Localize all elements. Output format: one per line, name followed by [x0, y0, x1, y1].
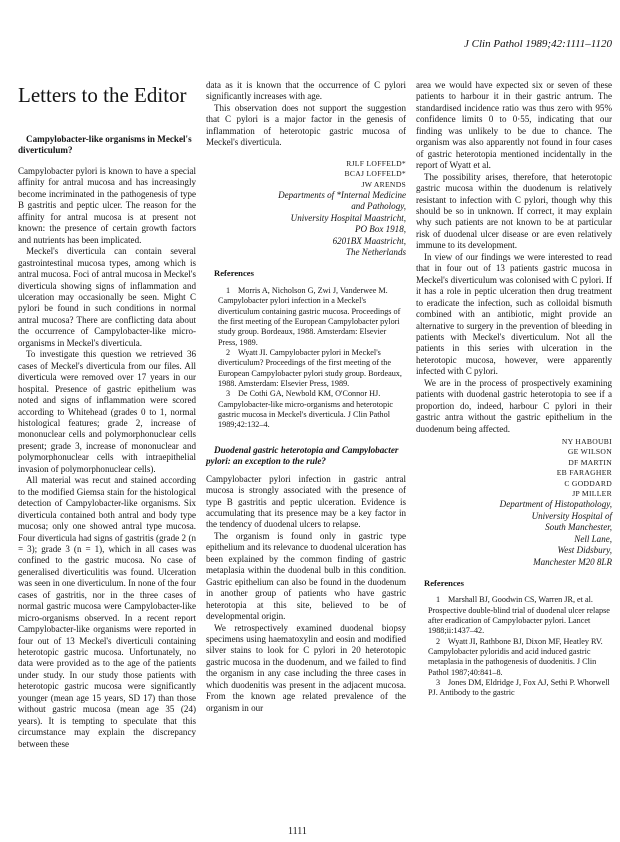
- letter1-address-line: PO Box 1918,: [354, 224, 406, 235]
- letter2-address-line: University Hospital of: [531, 510, 612, 521]
- reference-text: Marshall BJ, Goodwin CS, Warren JR, et al. Prospective double-blind trial of duodenal ulcer relapse after eradication of Campylobacter pylori. Lancet 1988;ii:1437–42.: [428, 595, 610, 636]
- letter1-author: BCAJ LOFFELD*: [344, 169, 406, 179]
- letter2-paragraph: Campylobacter pylori infection in gastric antral mucosa is strongly associated with the presence of type B gastritis and peptic ulceration. Evidence is accumulating that its presence may be a key factor in the tendency of duodenal ulcers to relapse.: [206, 473, 406, 530]
- letter1-address-line: Departments of *Internal Medicine: [278, 189, 406, 200]
- letter1-references-title: References: [214, 268, 254, 279]
- reference-number: 1: [436, 595, 441, 605]
- letter2-address-line: Manchester M20 8LR: [533, 556, 612, 567]
- letter1-address-line: University Hospital Maastricht,: [290, 212, 406, 223]
- letter2-address-line: South Manchester,: [545, 522, 612, 533]
- letter1-paragraph: All material was recut and stained according to the modified Giemsa stain for the histological detection of Campylobacter-like organisms. Six diverticula contained both antral and body type mucosa; only one showed antral type mucosa. Four diverticula had signs of gastritis (grade 2 (n = 3); grade 3 (n = 1), which in all cases was confined to the gastric mucosa. No case of generalised diverticulitis was found. Ulceration was seen in one diverticulum. In none of the four cases of gastritis, nor in the three cases of normal gastric mucosa were Campylobacter-like micro-organisms observed. In a recent report Campylobacter-like organisms were reported in four out of 13 Meckel's diverticuli containing heterotopic gastric mucosa. Unfortunately, no data were provided as to the age of the patients under study. In our study those patients with heterotopic gastric mucosa were significantly younger (mean age 15 years, SD 17) than those without gastric mucosa (mean age 35 (24) years). It is tempting to speculate that this circumstance may explain the discrepancy between these: [18, 475, 196, 749]
- letter2-author: GE WILSON: [567, 447, 612, 457]
- letter1-reference: [206, 348, 406, 389]
- letter2-address-line: West Didsbury,: [557, 545, 612, 556]
- letter1-address-line: The Netherlands: [345, 246, 406, 257]
- letter1-paragraph: data as it is known that the occurrence of C pylori significantly increases with age.: [206, 80, 406, 102]
- letter2-paragraph: The organism is found only in gastric type epithelium and its relevance to duodenal ulceration has been explained by the common finding of gastric metaplasia within the duodenal bulb in this condition. Gastric epithelium can also be found in the duodenum in another group of patients who have gastric heterotopia at this site, believed to be of developmental origin.: [206, 530, 406, 622]
- section-title: Letters to the Editor: [18, 83, 187, 107]
- reference-text: Wyatt JI. Campylobacter pylori in Meckel's diverticulum? Proceedings of the first meeting of the European Campylobacter pylori study group. Bordeaux, 1988. Amsterdam: Elsevier Press, 1989.: [218, 347, 402, 388]
- letter2-reference: [416, 678, 612, 699]
- letter1-author: RJLF LOFFELD*: [346, 158, 406, 168]
- letter2-paragraph: The possibility arises, therefore, that heterotopic gastric mucosa within the duodenum is relatively resistant to infection with C pylori, though why this should be so in unknown. If correct, it may explain why such patients are not known to be at particular risk of duodenal ulcer disease or are even relatively immune to its development.: [416, 171, 612, 251]
- column-3: [416, 80, 612, 699]
- letter2-paragraph: We are in the process of prospectively examining patients with duodenal gastric heterotopia to see if a proportion do, indeed, harbour C pylori in their gastric antra without the gastric epithelium in the duodenum being affected.: [416, 377, 612, 434]
- letter1-paragraph: To investigate this question we retrieved 36 cases of Meckel's diverticula from our files. All diverticula were removed over 17 years in our hospital. Presence of gastric epithelium was noted and signs of inflammation were scored according to Whitehead (grades 0 to 1, normal histological features; grade 2, increase of mononuclear cells and polymorphonuclear cells present; grade 3, increase of mononuclear and polymorphonuclear cells with intraepithelial invasion of polymorphonuclear cells).: [18, 349, 196, 474]
- column-2: [206, 80, 406, 714]
- letter2-author: EB FARAGHER: [556, 468, 612, 478]
- reference-number: 2: [226, 347, 231, 357]
- letter2-reference: [416, 595, 612, 636]
- letter1-paragraph: Meckel's diverticula can contain several gastrointestinal mucosa types, among which is antral mucosa. Foci of antral mucosa in Meckel's diverticula showing signs of inflammation and ulceration may occasionally be seen. Might C pylori be found in such conditions in normal antral mucosa? There are conflicting data about the occurrence of Campylobacter-like micro-organisms in Meckel's diverticula.: [18, 246, 196, 348]
- reference-text: De Cothi GA, Newbold KM, O'Connor HJ. Campylobacter-like micro-organisms and heterotopic gastric mucosa in Meckel's diverticula. J Clin Pathol 1989;42:132–4.: [218, 389, 393, 430]
- letter1-paragraph: Campylobacter pylori is known to have a special affinity for antral mucosa and has increasingly become incriminated in the pathogenesis of type B gastritis and peptic ulcer. The reason for the affinity for antral mucosa is at present not known: the presence of certain growth factors and nutrients has been implicated.: [18, 166, 196, 245]
- reference-text: Jones DM, Eldridge J, Fox AJ, Sethi P. Whorwell PJ. Antibody to the gastric: [428, 678, 610, 698]
- page-number: 1111: [288, 826, 307, 837]
- reference-number: 1: [226, 285, 231, 295]
- letter2-paragraph: We retrospectively examined duodenal biopsy specimens using haematoxylin and eosin and modified silver stains to look for C pylori in 20 heterotopic gastric mucosa in the duodenum, and we failed to find the organism in any case including the three cases in which duodenitis was present in the adjacent mucosa. From the known age related prevalence of the organism in our: [206, 622, 406, 713]
- letter1-paragraph: This observation does not support the suggestion that C pylori is a major factor in the genesis of inflammation of heterotopic gastric mucosa of Meckel's diverticula.: [206, 102, 406, 148]
- reference-number: 3: [226, 389, 231, 399]
- letter2-reference: [416, 637, 612, 678]
- letter1-title: Campylobacter-like organisms in Meckel's diverticulum?: [18, 134, 192, 155]
- column-1: [18, 134, 196, 750]
- letter2-paragraph: area we would have expected six or seven of these patients to harbour it in their gastric antrum. The standardised incidence ratio was thus zero with 95% confidence limits 0 to 0·55, indicating that our finding was unlikely to be due to chance. The organism was also apparently not found in four cases of gastric heterotopia mentioned incidentally in the report of Wyatt et al.: [416, 80, 612, 171]
- letter2-references-title: References: [424, 577, 464, 588]
- letter2-paragraph: In view of our findings we were interested to read that in four out of 13 patients gastric mucosa in Meckel's diverticulum was colonised with C pylori. If it has a role in peptic ulceration then drug treatment to eradicate the infection, such as colloidal bismuth combined with an antibiotic, might provide an alternative to surgery in the prevention of bleeding in patients with Meckel's diverticulum. Not all the patients in this series with ulceration in the heterotopic mucosa, however, were apparently infected with C pylori.: [416, 251, 612, 377]
- letter1-address-line: and Pathology,: [351, 201, 406, 212]
- letter2-author: JP MILLER: [572, 489, 612, 499]
- letter1-reference: [206, 286, 406, 348]
- letter2-address-line: Department of Histopathology,: [499, 499, 612, 510]
- letter2-address-line: Nell Lane,: [574, 533, 612, 544]
- journal-header: J Clin Pathol 1989;42:1111–1120: [464, 38, 612, 50]
- reference-number: 3: [436, 678, 441, 688]
- letter2-title: Duodenal gastric heterotopia and Campylobacter pylori: an exception to the rule?: [206, 444, 399, 466]
- letter1-address-line: 6201BX Maastricht,: [332, 235, 406, 246]
- reference-text: Wyatt JI, Rathbone BJ, Dixon MF, Heatley RV. Campylobacter pyloridis and acid induced gastric metaplasia in the pathogenesis of duodenitis. J Clin Pathol 1987;40:841–8.: [428, 636, 603, 677]
- letter2-author: C GODDARD: [564, 478, 612, 488]
- reference-text: Morris A, Nicholson G, Zwi J, Vanderwee M. Campylobacter pylori infection in a Meckel's diverticulum containing gastric mucosa. Proceedings of the first meeting of the European Campylobacter pylori study group. Bordeaux, 1988. Amsterdam: Elsevier Press, 1989.: [218, 285, 401, 347]
- reference-number: 2: [436, 636, 441, 646]
- letter2-author: DF MARTIN: [568, 457, 612, 467]
- letter1-reference: [206, 389, 406, 430]
- letter1-author: JW ARENDS: [361, 179, 406, 189]
- letter2-author: NY HABOUBI: [561, 437, 612, 447]
